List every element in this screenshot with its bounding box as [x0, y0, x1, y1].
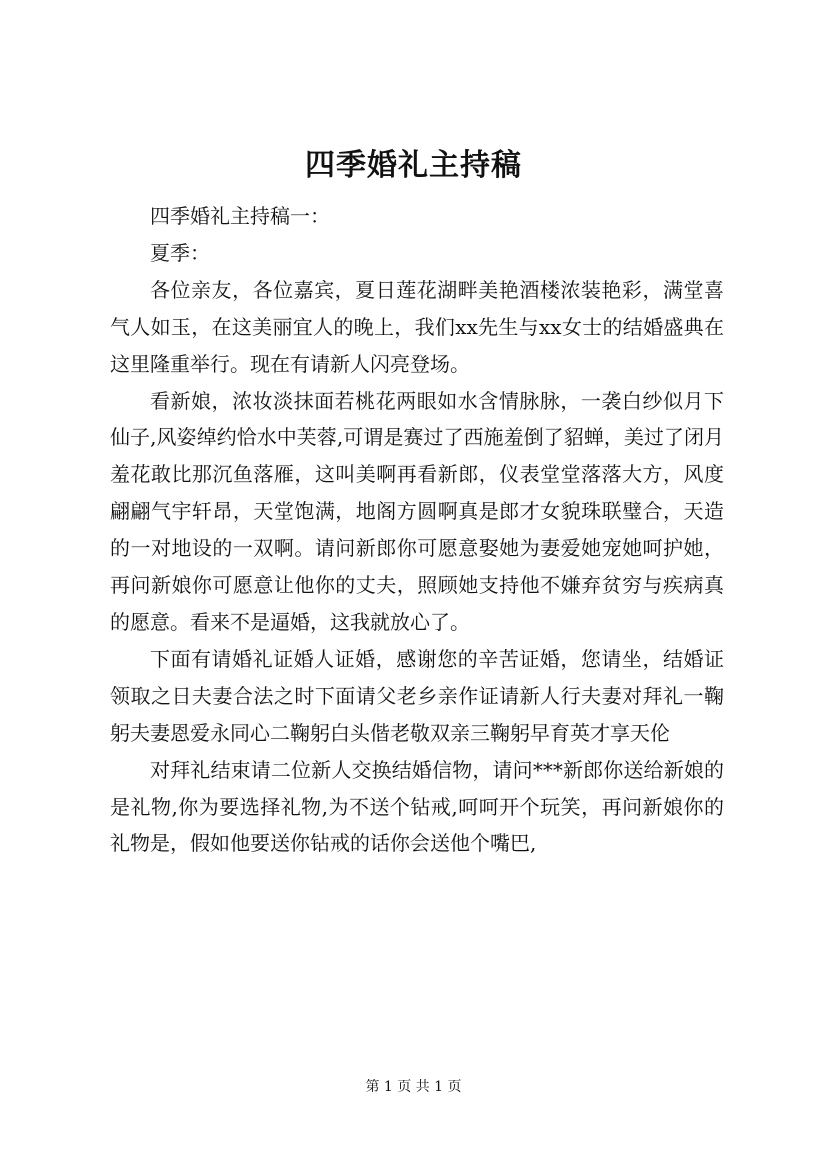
paragraph-opening: 各位亲友，各位嘉宾，夏日莲花湖畔美艳酒楼浓装艳彩，满堂喜气人如玉，在这美丽宜人的晚上，我们xx先生与xx女士的结婚盛典在这里隆重举行。现在有请新人闪亮登场。 [110, 277, 724, 376]
document-body [110, 198, 724, 862]
paragraph-season: 夏季： [150, 240, 210, 265]
paragraph-bride-groom: 看新娘，浓妆淡抹面若桃花两眼如水含情脉脉，一袭白纱似月下仙子,风姿绰约恰水中芙蓉,可谓是赛过了西施羞倒了貂蝉，美过了闭月羞花敢比那沉鱼落雁，这叫美啊再看新郎，仪表堂堂落落大方，风度翩翩气宇轩昂，天堂饱满，地阁方圆啊真是郎才女貌珠联璧合，天造的一对地设的一双啊。请问新郎你可愿意娶她为妻爱她宠她呵护她，再问新娘你可愿意让他你的丈夫，照顾她支持他不嫌弃贫穷与疾病真的愿意。看来不是逼婚，这我就放心了。 [110, 388, 724, 634]
paragraph-ceremony: 下面有请婚礼证婚人证婚，感谢您的辛苦证婚，您请坐，结婚证领取之日夫妻合法之时下面请父老乡亲作证请新人行夫妻对拜礼一鞠躬夫妻恩爱永同心二鞠躬白头偕老敬双亲三鞠躬早育英才享天伦 [110, 646, 724, 745]
page-footer: 第 1 页 共 1 页 [365, 1079, 462, 1095]
paragraph-subtitle: 四季婚礼主持稿一： [150, 204, 330, 228]
document-title: 四季婚礼主持稿 [305, 148, 522, 183]
paragraph-exchange: 对拜礼结束请二位新人交换结婚信物，请问***新郎你送给新娘的是礼物,你为要选择礼物,为不送个钻戒,呵呵开个玩笑，再问新娘你的礼物是，假如他要送你钻戒的话你会送他个嘴巴, [110, 757, 724, 856]
